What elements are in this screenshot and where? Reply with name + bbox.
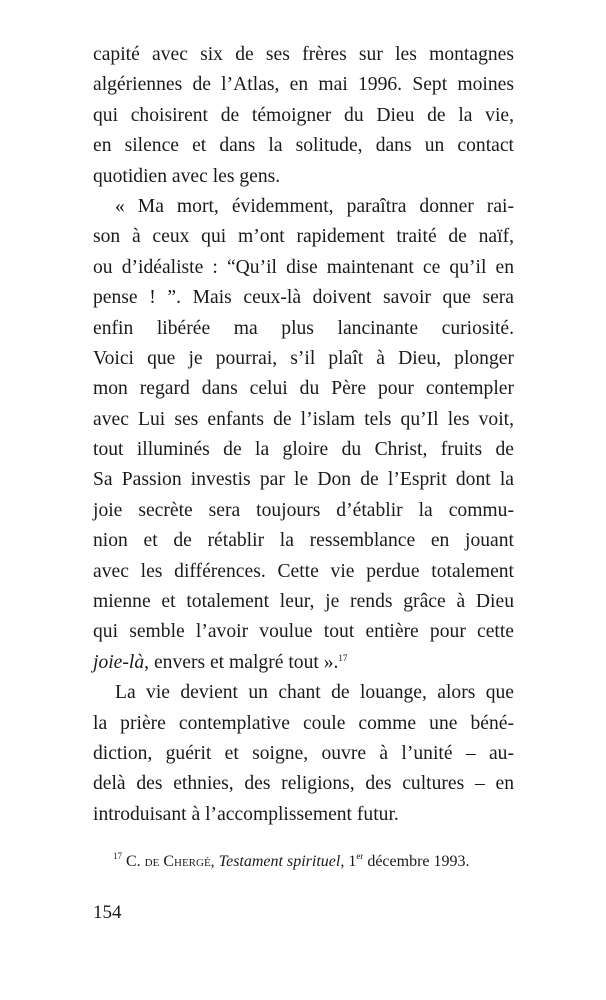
text-line: « Ma mort, évidemment, paraîtra donner rai- — [115, 195, 514, 217]
text-line: son à ceux qui m’ont rapidement traité de naïf, — [93, 226, 514, 248]
text-line: La vie devient un chant de louange, alors que — [115, 682, 514, 704]
text-line: mienne et totalement leur, je rends grâce à Dieu — [93, 591, 514, 613]
text-line: mon regard dans celui du Père pour contempler — [93, 378, 514, 400]
text-line: pense ! ”. Mais ceux-là doivent savoir que sera — [93, 287, 514, 309]
text-line: quotidien avec les gens. — [93, 165, 281, 187]
text-line: en silence et dans la solitude, dans un contact — [93, 135, 514, 157]
text-line: qui choisirent de témoigner du Dieu de la vie, — [93, 104, 514, 126]
text-line: capité avec six de ses frères sur les montagnes — [93, 44, 514, 65]
italic-phrase: joie-là — [93, 651, 145, 673]
text-line: introduisant à l’accomplissement futur. — [93, 803, 399, 825]
text-line: ou d’idéaliste : “Qu’il dise maintenant ce qu’il en — [93, 256, 514, 278]
page-number: 154 — [93, 902, 122, 923]
text-line: nion et de rétablir la ressemblance en jouant — [93, 530, 514, 552]
text-line: Voici que je pourrai, s’il plaît à Dieu, plonger — [93, 347, 514, 369]
text-line: avec les différences. Cette vie perdue totalement — [93, 560, 514, 582]
paragraph-3 — [93, 678, 514, 830]
text-line: la prière contemplative coule comme une béné- — [93, 712, 514, 734]
text-line: tout illuminés de la gloire du Christ, fruits de — [93, 439, 514, 461]
text-line: qui semble l’avoir voulue tout entière pour cette — [93, 621, 514, 643]
text-line: enfin libérée ma plus lancinante curiosité. — [93, 317, 514, 339]
footnote: $^{17}$ C. de Chergé, Testament spirituel, 1er décembre 1993. — [113, 851, 470, 870]
text-line: delà des ethnies, des religions, des cultures – en — [93, 773, 514, 795]
text-line: algériennes de l’Atlas, en mai 1996. Sept moines — [93, 74, 514, 96]
paragraph-2-last-line: joie-là, envers et malgré tout ».$^{17}$ — [93, 651, 348, 673]
footnote-ref[interactable]: 17 — [338, 652, 348, 663]
paragraph-1 — [93, 40, 514, 192]
text-line: avec Lui ses enfants de l’islam tels qu’Il les voit, — [93, 408, 514, 430]
paragraph-2-quote — [93, 192, 514, 648]
text-line: diction, guérit et soigne, ouvre à l’unité – au- — [93, 742, 514, 764]
text-line: joie secrète sera toujours d’établir la commu- — [93, 499, 514, 521]
body-text — [93, 40, 514, 830]
text-line: Sa Passion investis par le Don de l’Esprit dont la — [93, 469, 514, 491]
